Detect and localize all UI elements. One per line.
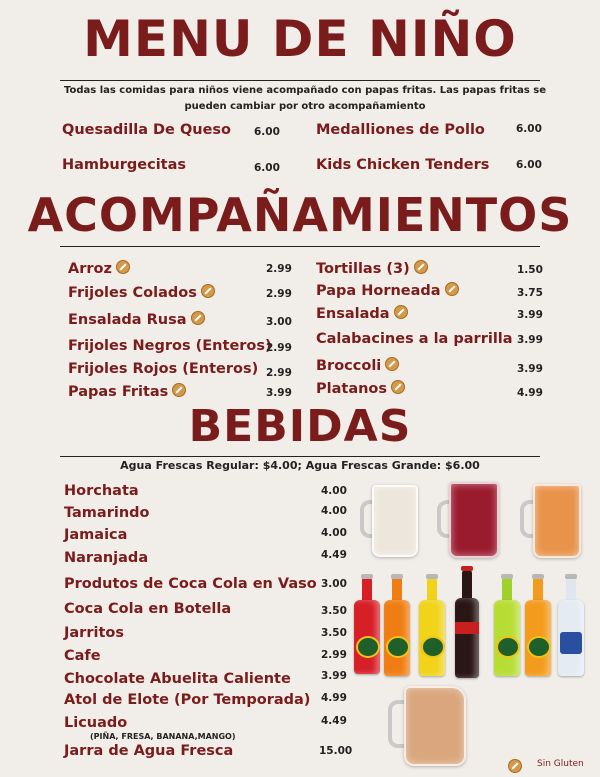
gluten-free-legend: Sin Gluten [537, 759, 584, 769]
side-price: 3.99 [517, 334, 543, 346]
gluten-free-icon [191, 311, 205, 325]
drink-price: 3.00 [321, 578, 347, 590]
drink-price: 4.00 [321, 527, 347, 539]
gluten-free-icon [391, 380, 405, 394]
drink-price: 4.00 [321, 505, 347, 517]
kids-divider [60, 80, 540, 81]
side-price: 2.99 [266, 263, 292, 275]
drink-price: 4.99 [321, 692, 347, 704]
drink-price: 3.50 [321, 605, 347, 617]
kids-item: Quesadilla De Queso [62, 122, 232, 138]
drink-item: Chocolate Abuelita Caliente [64, 671, 291, 687]
side-item: Calabacines a la parrilla [316, 331, 513, 347]
drink-item: Horchata [64, 483, 139, 499]
drinks-title: BEBIDAS [188, 401, 412, 452]
gluten-free-icon [508, 759, 522, 773]
pitcher-image [404, 686, 466, 766]
drink-item: Licuado [64, 715, 128, 731]
bottle-cap [565, 574, 577, 579]
bottle-label [527, 636, 551, 658]
drink-item: Jarra de Agua Fresca [64, 743, 234, 759]
kids-price: 6.00 [254, 126, 280, 138]
bottle-label [560, 632, 582, 654]
drinks-divider [60, 456, 540, 457]
gluten-free-icon [394, 305, 408, 319]
side-item: Arroz [68, 260, 130, 278]
kids-item: Hamburgecitas [62, 157, 187, 173]
drink-price: 3.99 [321, 670, 347, 682]
side-item: Broccoli [316, 357, 399, 375]
horchata-mug-image [372, 485, 418, 557]
gluten-free-icon [445, 282, 459, 296]
side-price: 3.99 [266, 387, 292, 399]
side-price: 2.99 [266, 288, 292, 300]
side-price: 3.75 [517, 287, 543, 299]
side-price: 3.00 [266, 316, 292, 328]
sides-divider [60, 246, 540, 247]
sides-title: ACOMPAÑAMIENTOS [27, 188, 573, 242]
kids-menu-title: MENU DE NIÑO [83, 10, 517, 68]
bottle-label [386, 636, 410, 658]
bottle-cap [426, 574, 438, 579]
aguas-frescas-note: Agua Frescas Regular: $4.00; Agua Frescas Grande: $6.00 [120, 459, 480, 472]
side-item: Platanos [316, 380, 405, 398]
bottle-cap [391, 574, 403, 579]
bottle-label [356, 636, 380, 658]
bottle-cap [361, 574, 373, 579]
drink-price: 2.99 [321, 649, 347, 661]
side-price: 3.99 [517, 363, 543, 375]
drink-item: Naranjada [64, 550, 149, 566]
licuado-flavors: (PIÑA, FRESA, BANANA,MANGO) [90, 732, 236, 741]
gluten-free-icon [201, 284, 215, 298]
side-price: 1.50 [517, 264, 543, 276]
kids-price: 6.00 [516, 123, 542, 135]
side-item: Tortillas (3) [316, 260, 428, 278]
gluten-free-icon [414, 260, 428, 274]
drink-item: Jamaica [64, 527, 128, 543]
side-item: Papa Horneada [316, 282, 459, 300]
side-item: Frijoles Negros (Enteros) [68, 338, 272, 354]
gluten-free-icon [172, 383, 186, 397]
drink-item: Atol de Elote (Por Temporada) [64, 692, 311, 708]
drink-price: 15.00 [319, 745, 353, 757]
drink-price: 3.50 [321, 627, 347, 639]
kids-item: Kids Chicken Tenders [316, 157, 490, 173]
bottle-label [496, 636, 520, 658]
side-item: Ensalada [316, 305, 408, 323]
side-price: 2.99 [266, 367, 292, 379]
side-item: Frijoles Colados [68, 284, 215, 302]
coca-cola-bottle-image [455, 598, 479, 678]
drink-item: Produtos de Coca Cola en Vaso [64, 576, 317, 592]
side-item: Ensalada Rusa [68, 311, 205, 329]
side-price: 3.99 [517, 309, 543, 321]
drink-price: 4.00 [321, 485, 347, 497]
kids-price: 6.00 [254, 162, 280, 174]
jamaica-mug-image [449, 482, 499, 558]
gluten-free-icon [116, 260, 130, 274]
side-price: 4.99 [517, 387, 543, 399]
bottle-label [421, 636, 445, 658]
naranjada-mug-image [533, 484, 581, 558]
bottle-cap [532, 574, 544, 579]
drink-price: 4.49 [321, 715, 347, 727]
side-item: Frijoles Rojos (Enteros) [68, 361, 259, 377]
side-price: 2.99 [266, 342, 292, 354]
kids-note: Todas las comidas para niños viene acompañado con papas fritas. Las papas fritas se pueden cambiar por otro acompañamiento [63, 85, 547, 112]
kids-price: 6.00 [516, 159, 542, 171]
drink-item: Coca Cola en Botella [64, 601, 232, 617]
bottle-cap [461, 566, 473, 571]
drink-item: Jarritos [64, 625, 124, 641]
drink-item: Tamarindo [64, 505, 150, 521]
side-item: Papas Fritas [68, 383, 186, 401]
bottle-cap [501, 574, 513, 579]
gluten-free-icon [385, 357, 399, 371]
kids-item: Medalliones de Pollo [316, 122, 485, 138]
drink-item: Cafe [64, 648, 101, 664]
drink-price: 4.49 [321, 549, 347, 561]
coke-label [455, 622, 479, 634]
